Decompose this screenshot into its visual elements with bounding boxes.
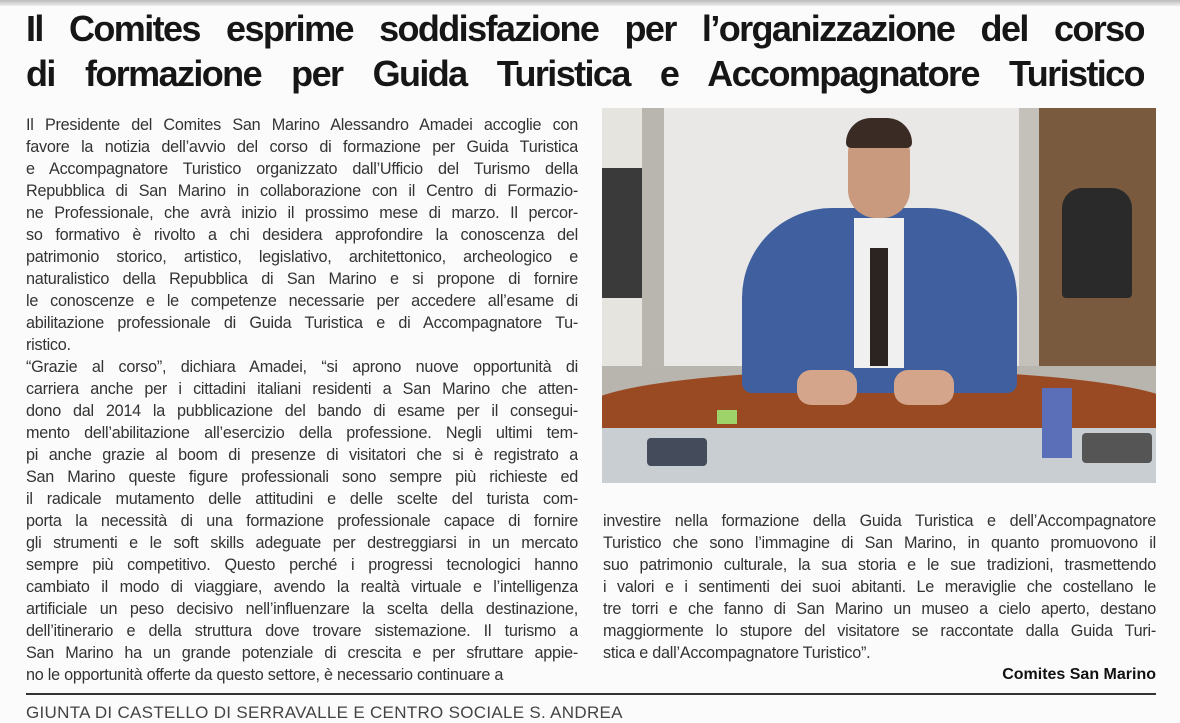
text-line: gli strumenti e le soft skills adeguate per destreggiarsi in un mercato [26, 534, 578, 552]
text-line: mento dell’abilitazione all’esercizio della professione. Negli ultimi tem- [26, 424, 578, 442]
text-line: investire nella formazione della Guida Turistica e dell’Accompagnatore [603, 512, 1156, 530]
headline-line: di formazione per Guida Turistica e Accompagnatore Turistico [26, 53, 1144, 94]
text-line: sempre più competitivo. Questo perché i progressi tecnologici hanno [26, 556, 578, 574]
text-line: i valori e i sentimenti dei suoi abitanti. Le meraviglie che costellano le [603, 578, 1156, 596]
text-line: patrimonio storico, artistico, legislativo, architettonico, archeologico e [26, 248, 578, 266]
next-article-headline: GIUNTA DI CASTELLO DI SERRAVALLE E CENTRO SOCIALE S. ANDREA [26, 703, 623, 722]
text-line: ne Professionale, che avrà inizio il prossimo mese di marzo. Il percor- [26, 204, 578, 222]
text-line: suo patrimonio culturale, la sua storia e le sue tradizioni, trasmettendo [603, 556, 1156, 574]
text-line: Turistico che sono l’immagine di San Marino, in quanto promuovono il [603, 534, 1156, 552]
text-line: abilitazione professionale di Guida Turistica e di Accompagnatore Tu- [26, 314, 578, 332]
text-line: San Marino queste figure professionali sono sempre più richieste ed [26, 468, 578, 486]
text-line: naturalistico della Repubblica di San Marino e si propone di fornire [26, 270, 578, 288]
text-line: pi anche grazie al boom di presenze di visitatori che si è registrato a [26, 446, 578, 464]
article-left-column [26, 114, 578, 686]
text-line: so formativo è rivolto a chi desidera approfondire la conoscenza del [26, 226, 578, 244]
text-line: porta la necessità di una formazione professionale capace di fornire [26, 512, 578, 530]
text-line: carriera anche per i cittadini italiani residenti a San Marino che atten- [26, 380, 578, 398]
article-photo [602, 108, 1156, 483]
article-signature: Comites San Marino [1002, 666, 1156, 683]
text-line: “Grazie al corso”, dichiara Amadei, “si aprono nuove opportunità di [26, 358, 578, 376]
text-line: le conoscenze e le competenze necessarie per accedere all’esame di [26, 292, 578, 310]
headline-line: Il Comites esprime soddisfazione per l’organizzazione del corso [26, 8, 1144, 49]
text-line: dell’itinerario e della struttura dove trovare sistemazione. Il turismo a [26, 622, 578, 640]
text-line: maggiormente lo stupore del visitatore se raccontate dalla Guida Turi- [603, 622, 1156, 640]
text-line: Repubblica di San Marino in collaborazione con il Centro di Formazio- [26, 182, 578, 200]
text-line: Il Presidente del Comites San Marino Alessandro Amadei accoglie con [26, 116, 578, 134]
text-line: no le opportunità offerte da questo settore, è necessario continuare a [26, 666, 504, 684]
text-line: dono dal 2014 la pubblicazione del bando di esame per il consegui- [26, 402, 578, 420]
text-line: il radicale mutamento delle attitudini e delle scelte del turista com- [26, 490, 578, 508]
text-line: favore la notizia dell’avvio del corso di formazione per Guida Turistica [26, 138, 578, 156]
text-line: e Accompagnatore Turistico organizzato dall’Ufficio del Turismo della [26, 160, 578, 178]
text-line: stica e dall’Accompagnatore Turistico”. [603, 644, 871, 662]
text-line: cambiato il modo di viaggiare, avendo la realtà virtuale e l’intelligenza [26, 578, 578, 596]
text-line: ristico. [26, 336, 71, 354]
text-line: artificiale un peso decisivo nell’influenzare la scelta della destinazione, [26, 600, 578, 618]
text-line: San Marino ha un grande potenziale di crescita e per sfruttare appie- [26, 644, 578, 662]
text-line: tre torri e che fanno di San Marino un museo a cielo aperto, destano [603, 600, 1156, 618]
article-divider [26, 693, 1156, 695]
article-headline [26, 6, 1144, 96]
article-right-column [603, 510, 1156, 664]
